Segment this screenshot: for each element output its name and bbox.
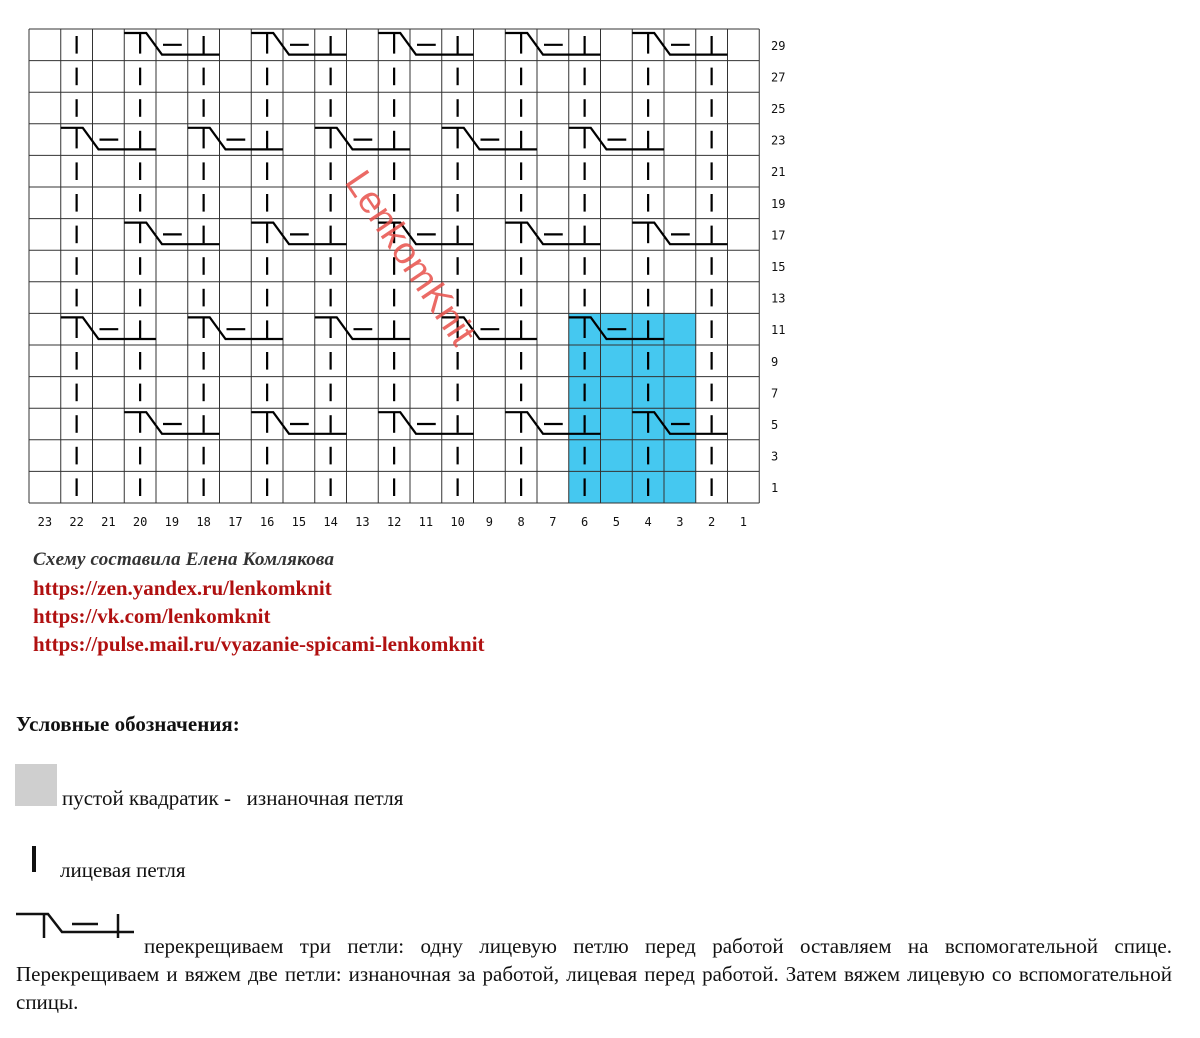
column-label: 6 <box>581 515 589 529</box>
cross-stitch <box>124 412 219 434</box>
cross-stitch <box>442 128 537 150</box>
link-pulse[interactable]: https://pulse.mail.ru/vyazanie-spicami-lenkomknit <box>33 632 485 656</box>
knitting-chart-svg <box>0 0 800 540</box>
row-label: 25 <box>771 102 786 116</box>
column-label: 18 <box>196 515 211 529</box>
column-label: 22 <box>69 515 84 529</box>
row-label: 13 <box>771 291 786 306</box>
column-label: 12 <box>386 515 402 529</box>
cross-stitch <box>251 223 346 245</box>
knitting-chart <box>0 0 800 540</box>
row-label: 23 <box>771 133 786 148</box>
cross-stitch <box>124 223 219 245</box>
column-label: 9 <box>485 515 493 529</box>
column-label: 2 <box>708 515 716 529</box>
watermark-text: LenkomKnit <box>336 163 484 354</box>
cross-stitch <box>505 33 600 55</box>
row-label: 7 <box>771 386 779 401</box>
purl-swatch-icon <box>15 764 57 806</box>
cross-stitch <box>378 412 473 434</box>
legend-knit-text: лицевая петля <box>60 858 186 882</box>
column-label: 7 <box>549 515 557 529</box>
row-label: 29 <box>771 38 786 53</box>
row-label: 21 <box>771 165 786 180</box>
column-label: 14 <box>323 515 338 529</box>
column-label: 3 <box>676 515 684 529</box>
column-label: 8 <box>517 515 525 529</box>
column-label: 5 <box>612 515 620 529</box>
cross-stitch <box>124 33 219 55</box>
cross-stitch <box>569 128 664 150</box>
row-label: 15 <box>771 260 786 274</box>
column-label: 4 <box>644 515 652 529</box>
column-label: 21 <box>101 515 116 529</box>
row-label: 1 <box>771 481 779 496</box>
cross-stitch <box>188 128 283 150</box>
cross-stitch <box>378 33 473 55</box>
column-label: 20 <box>132 515 148 529</box>
link-vk[interactable]: https://vk.com/lenkomknit <box>33 604 271 628</box>
row-label: 9 <box>771 354 779 369</box>
cross-stitch <box>315 128 410 150</box>
column-label: 23 <box>37 515 53 529</box>
cross-stitch <box>61 128 156 150</box>
cross-stitch <box>251 412 346 434</box>
column-label: 15 <box>291 515 307 529</box>
cross-stitch <box>188 317 283 339</box>
credit-author: Схему составила Елена Комлякова <box>33 549 335 570</box>
column-label: 16 <box>259 515 275 529</box>
column-label: 10 <box>450 515 465 529</box>
link-zen[interactable]: https://zen.yandex.ru/lenkomknit <box>33 576 332 600</box>
column-label: 13 <box>355 515 370 529</box>
cross-stitch <box>61 317 156 339</box>
row-label: 11 <box>771 323 786 338</box>
row-label: 17 <box>771 228 786 243</box>
cross-stitch <box>632 223 727 245</box>
row-label: 5 <box>771 418 779 432</box>
legend-cross-text: перекрещиваем три петли: одну лицевую петлю перед работой оставляем на вспомогательной спице. Перекрещиваем и вяжем две петли: изнаночная за работой, лицевая перед работой. Затем вяжем лицевую со вспомогательной спицы. <box>16 934 1172 1014</box>
credits-block <box>33 546 485 658</box>
row-label: 3 <box>771 449 779 464</box>
row-label: 27 <box>771 70 786 85</box>
cross-stitch <box>315 317 410 339</box>
row-label: 19 <box>771 196 786 211</box>
legend-purl-text: пустой квадратик - изнаночная петля <box>62 786 404 810</box>
column-label: 1 <box>739 515 747 529</box>
cross-stitch <box>632 33 727 55</box>
column-label: 19 <box>164 515 180 529</box>
column-label: 11 <box>418 515 434 529</box>
cross-stitch <box>251 33 346 55</box>
legend-title: Условные обозначения: <box>16 712 240 736</box>
column-label: 17 <box>228 515 243 529</box>
knit-stitch-icon <box>32 846 36 872</box>
cross-stitch <box>505 223 600 245</box>
